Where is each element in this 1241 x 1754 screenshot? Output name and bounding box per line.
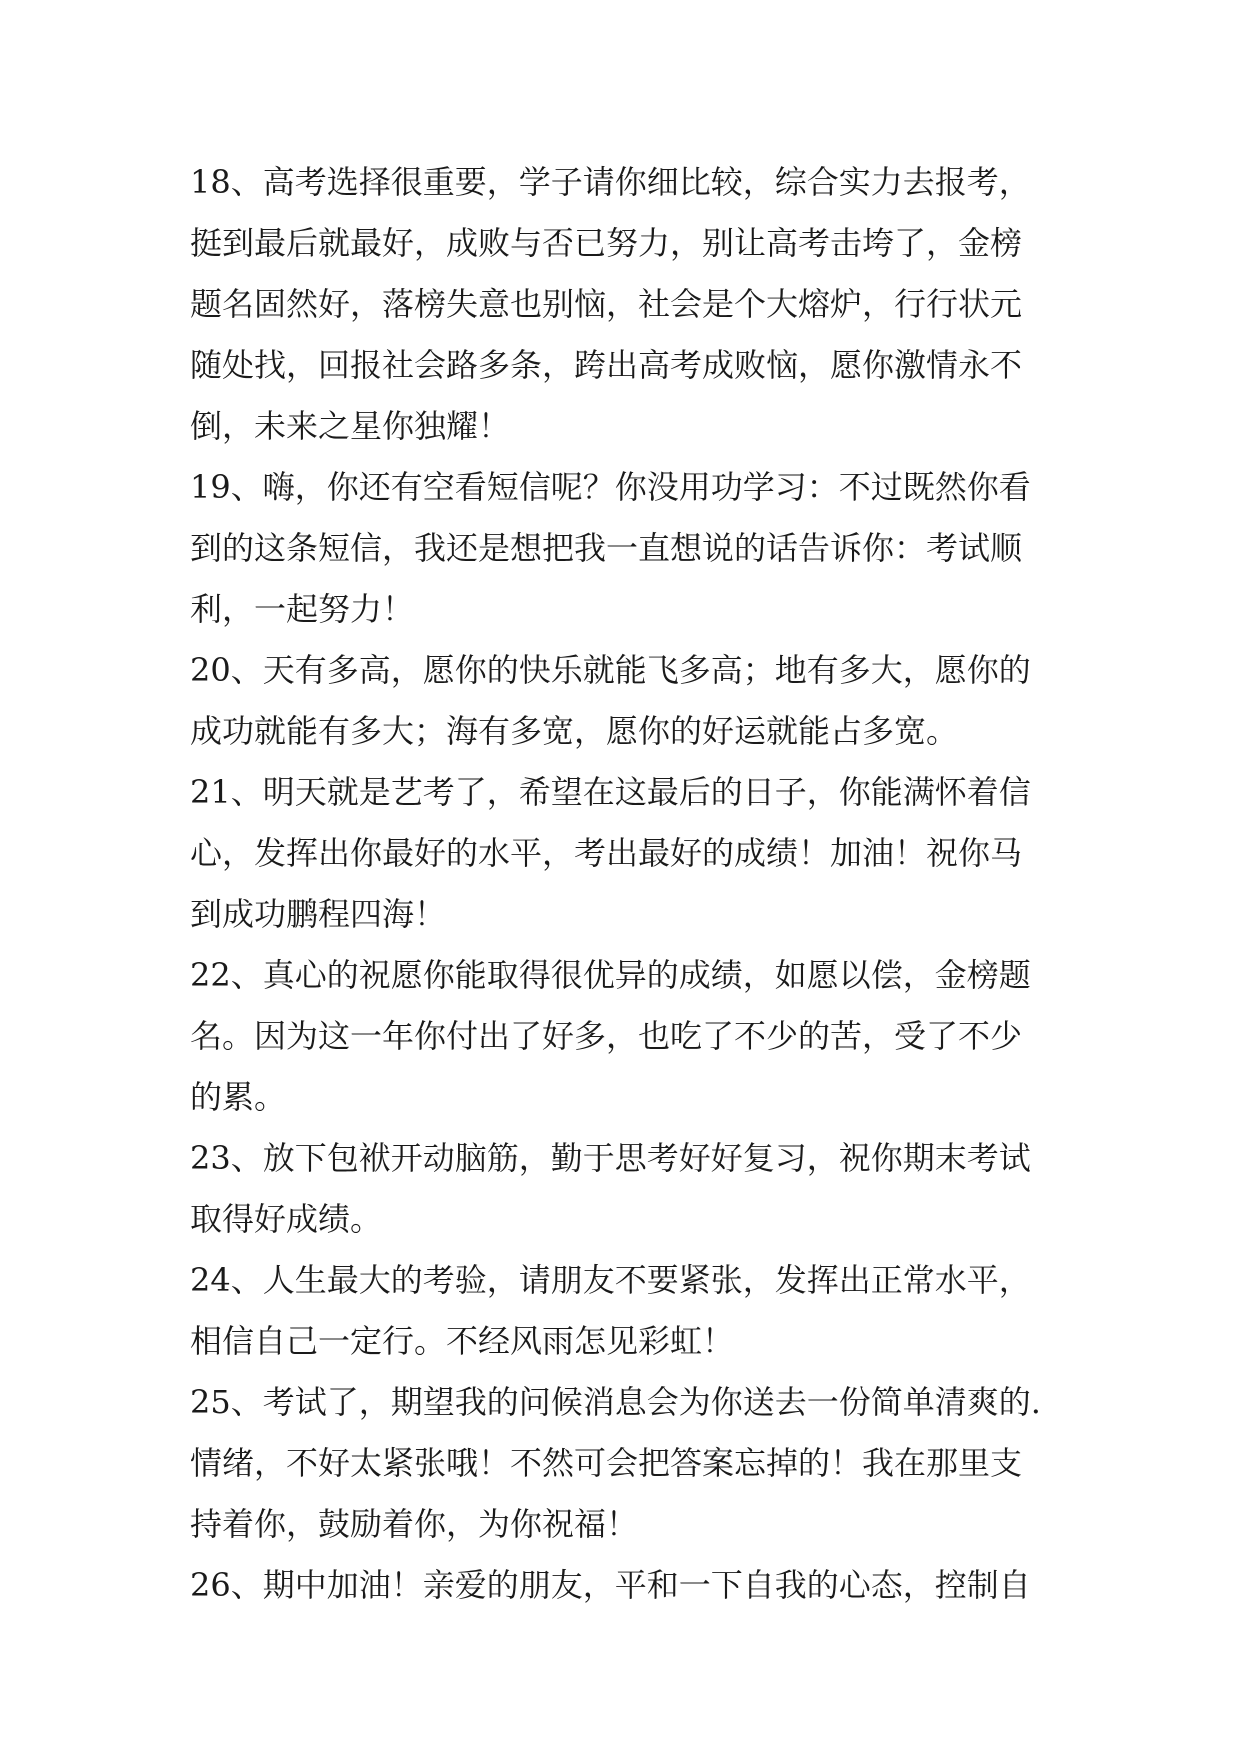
text-line: 20、天有多高，愿你的快乐就能飞多高；地有多大，愿你的 <box>190 651 1031 689</box>
text-line: 题名固然好，落榜失意也别恼，社会是个大熔炉，行行状元 <box>190 285 1023 323</box>
text-line: 相信自己一定行。不经风雨怎见彩虹！ <box>190 1322 735 1360</box>
text-line: 挺到最后就最好，成败与否已努力，别让高考击垮了，金榜 <box>190 224 1023 262</box>
text-line: 随处找，回报社会路多条，跨出高考成败恼，愿你激情永不 <box>190 346 1023 384</box>
text-line: 名。因为这一年你付出了好多，也吃了不少的苦，受了不少 <box>190 1017 1023 1055</box>
text-line: 心，发挥出你最好的水平，考出最好的成绩！加油！祝你马 <box>190 834 1023 872</box>
text-line: 倒，未来之星你独耀！ <box>190 407 511 445</box>
text-line: 到的这条短信，我还是想把我一直想说的话告诉你：考试顺 <box>190 529 1023 567</box>
text-line: 到成功鹏程四海！ <box>190 895 447 933</box>
text-line: 19、嗨，你还有空看短信呢？你没用功学习：不过既然你看 <box>190 468 1031 506</box>
text-line: 持着你，鼓励着你，为你祝福！ <box>190 1505 639 1543</box>
text-line: 26、期中加油！亲爱的朋友，平和一下自我的心态，控制自 <box>190 1566 1031 1604</box>
text-line: 的累。 <box>190 1078 287 1116</box>
text-line: 18、高考选择很重要，学子请你细比较，综合实力去报考， <box>190 163 1031 201</box>
text-line: 取得好成绩。 <box>190 1200 383 1238</box>
text-line: 情绪，不好太紧张哦！不然可会把答案忘掉的！我在那里支 <box>190 1444 1023 1482</box>
text-line: 成功就能有多大；海有多宽，愿你的好运就能占多宽。 <box>190 712 959 750</box>
text-line: 21、明天就是艺考了，希望在这最后的日子，你能满怀着信 <box>190 773 1031 811</box>
text-line: 利，一起努力！ <box>190 590 415 628</box>
text-line: 22、真心的祝愿你能取得很优异的成绩，如愿以偿，金榜题 <box>190 956 1031 994</box>
text-line: 25、考试了，期望我的问候消息会为你送去一份简单清爽的. <box>190 1383 1041 1421</box>
text-line: 23、放下包袱开动脑筋，勤于思考好好复习，祝你期末考试 <box>190 1139 1031 1177</box>
document-body <box>190 152 1050 1616</box>
text-line: 24、人生最大的考验，请朋友不要紧张，发挥出正常水平， <box>190 1261 1031 1299</box>
